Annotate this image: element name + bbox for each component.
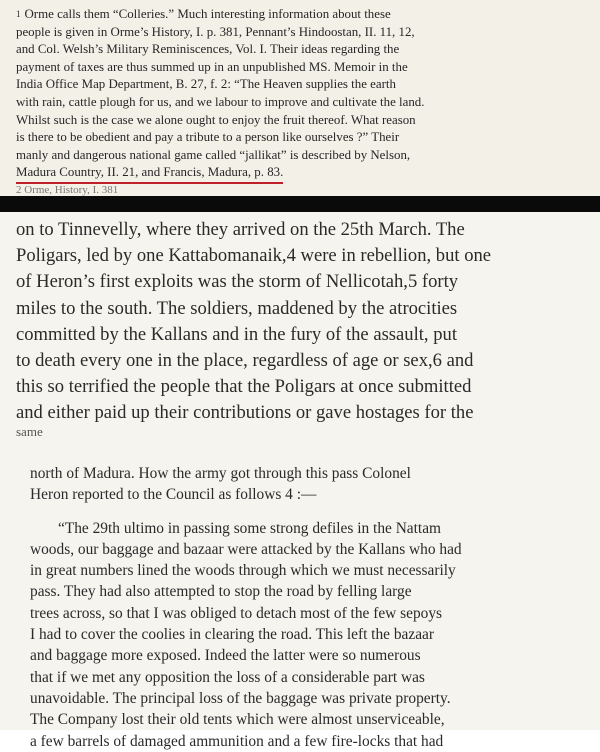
text-line: and either paid up their contributions or gave hostages for the	[16, 402, 474, 424]
footnote-line: Madura Country, II. 21, and Francis, Madura, p. 83.	[16, 164, 283, 184]
quote-line: and baggage more exposed. Indeed the latter were so numerous	[30, 647, 421, 665]
quote-line: woods, our baggage and bazaar were attacked by the Kallans who had	[30, 540, 462, 558]
footnote-line: $^1$ Orme calls them “Colleries.” Much interesting information about these	[16, 7, 391, 21]
quote-line: unavoidable. The principal loss of the baggage was private property.	[30, 689, 451, 707]
text-line: north of Madura. How the army got through this pass Colonel	[30, 465, 411, 482]
quote-text	[30, 518, 580, 752]
text-line: Heron reported to the Council as follows 4 :—	[30, 486, 317, 504]
text-line: Poligars, led by one Kattabomanaik,4 were in rebellion, but one	[16, 245, 492, 267]
intro-text	[30, 463, 580, 506]
quote-line: trees across, so that I was obliged to detach most of the few sepoys	[30, 604, 443, 622]
black-divider-bar	[0, 196, 600, 212]
narrative-panel	[0, 212, 600, 447]
text-line-cut: same	[16, 423, 43, 439]
footnote-line: payment of taxes are thus summed up in an unpublished MS. Memoir in the	[16, 59, 408, 74]
footnote-line: is there to be obedient and pay a tribute to a person like ourselves ?” Their	[16, 130, 400, 145]
text-line: to death every one in the place, regardless of age or sex,6 and	[16, 350, 474, 372]
text-line: miles to the south. The soldiers, maddened by the atrocities	[16, 297, 458, 319]
cut-off-footnote: 2 Orme, History, I. 381	[16, 183, 119, 196]
footnote-panel	[0, 0, 600, 196]
narrative-text	[16, 217, 590, 437]
quote-line: a few barrels of damaged ammunition and a few fire-locks that had	[30, 732, 444, 750]
footnote-line: with rain, cattle plough for us, and we labour to improve and cultivate the land.	[16, 94, 425, 109]
footnote-line: and Col. Welsh’s Military Reminiscences, Vol. I. Their ideas regarding the	[16, 42, 400, 57]
footnote-text	[16, 6, 586, 184]
footnote-number: 1	[16, 9, 21, 19]
quote-line: in great numbers lined the woods through which we must necessarily	[30, 562, 456, 580]
quote-panel	[0, 447, 600, 750]
text-line: this so terrified the people that the Poligars at once submitted	[16, 376, 472, 398]
footnote-line: Whilst such is the case we alone ought to enjoy the fruit thereof. What reason	[16, 112, 416, 127]
footnote-line: people is given in Orme’s History, I. p. 381, Pennant’s Hindoostan, II. 11, 12,	[16, 24, 415, 39]
text-line: of Heron’s first exploits was the storm of Nellicotah,5 forty	[16, 271, 459, 293]
text-line: on to Tinnevelly, where they arrived on the 25th March. The	[16, 219, 465, 240]
quote-line: pass. They had also attempted to stop the road by felling large	[30, 583, 412, 601]
footnote-line: India Office Map Department, B. 27, f. 2: “The Heaven supplies the earth	[16, 77, 396, 92]
quote-line: The Company lost their old tents which were almost unserviceable,	[30, 711, 445, 729]
quote-line: I had to cover the coolies in clearing the road. This left the bazaar	[30, 626, 434, 644]
quote-line: that if we met any opposition the loss of a considerable part was	[30, 668, 425, 686]
text-line: committed by the Kallans and in the fury of the assault, put	[16, 323, 457, 345]
footnote-line: manly and dangerous national game called “jallikat” is described by Nelson,	[16, 147, 411, 162]
quote-line: “The 29th ultimo in passing some strong defiles in the Nattam	[58, 519, 441, 537]
